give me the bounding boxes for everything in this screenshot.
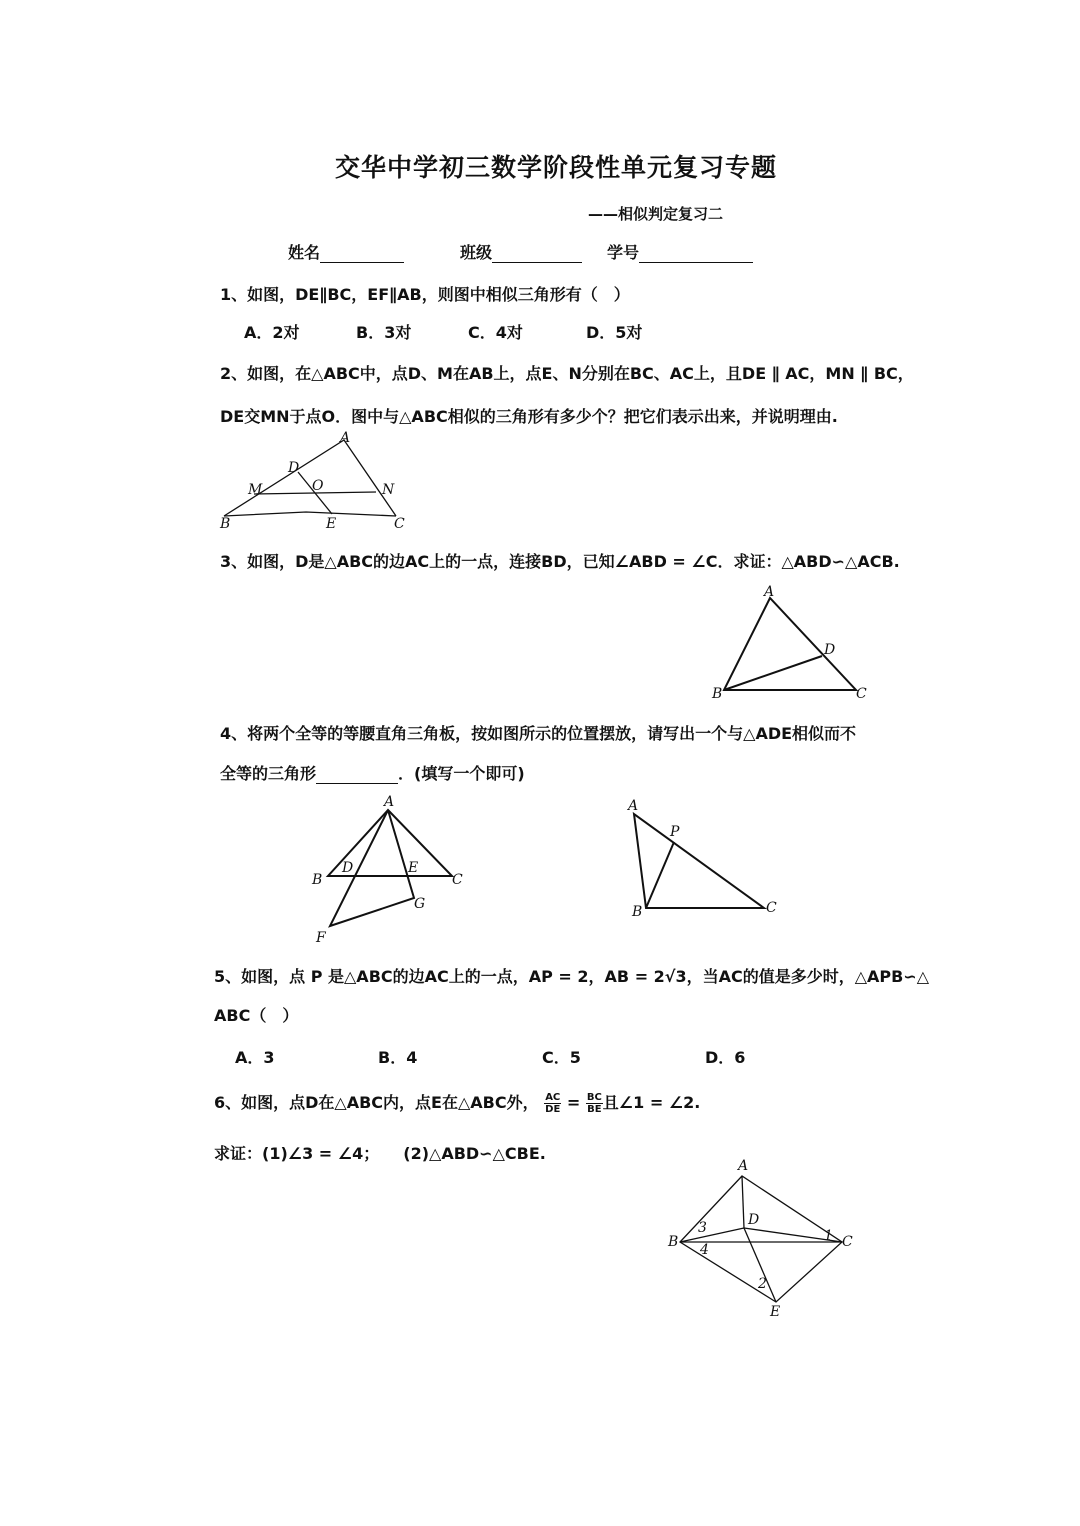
q4-label-e: E [408, 860, 419, 876]
q4-line2-before: 全等的三角形 [220, 764, 317, 783]
q6-label-d: D [748, 1212, 760, 1228]
q6-frac1-num: AC [545, 1092, 561, 1103]
q6-segment-ad [742, 1176, 744, 1228]
q4-label-c2: C [766, 900, 777, 916]
q4-label-b: B [312, 872, 323, 888]
q1-option-b: B．3对 [356, 323, 412, 342]
q4-line2-after: ．(填写一个即可) [398, 764, 525, 783]
q4-answer-blank[interactable] [316, 765, 398, 784]
q2-line1: 2、如图，在△ABC中，点D、M在AB上，点E、N分别在BC、AC上，且DE ∥ AC，MN ∥ BC， [220, 364, 914, 383]
q4-label-p: P [670, 824, 680, 840]
q6-line2: 求证：(1)∠3 = ∠4； (2)△ABD∽△CBE. [214, 1144, 546, 1163]
page-title: 交华中学初三数学阶段性单元复习专题 [335, 153, 778, 182]
q6-frac1-den: DE [545, 1104, 561, 1115]
q3-triangle-abc [724, 598, 856, 690]
q6-frac2-num: BC [586, 1092, 602, 1103]
class-blank[interactable] [492, 244, 582, 263]
q4-label-a2: A [628, 798, 639, 814]
q5-option-b: B．4 [378, 1048, 418, 1067]
id-blank[interactable] [639, 244, 753, 263]
q6-frac2-den: BE [587, 1104, 602, 1115]
q2-base-bc [224, 512, 396, 516]
q2-triangle-sides [224, 440, 396, 516]
q6-label-angle-3: 3 [698, 1220, 707, 1236]
q1-option-a: A．2对 [244, 323, 300, 342]
q5-option-c: C．5 [542, 1048, 581, 1067]
q6-fraction-ac-de [544, 1092, 561, 1115]
q3-label-a: A [764, 584, 775, 600]
q6-label-b: B [668, 1234, 679, 1250]
q6-segment-bd [680, 1228, 744, 1242]
q5-line2: ABC（ ） [214, 1006, 299, 1025]
q4-figure-2 [620, 790, 800, 920]
q6-label-a: A [738, 1158, 749, 1174]
q6-fraction-bc-be [586, 1092, 603, 1115]
q2-label-d: D [288, 460, 300, 476]
q6-label-angle-4: 4 [700, 1242, 709, 1258]
q2-line2: DE交MN于点O．图中与△ABC相似的三角形有多少个？把它们表示出来，并说明理由. [220, 407, 838, 426]
q6-label-angle-1: 1 [824, 1228, 833, 1244]
q3-figure [710, 582, 870, 702]
q4-label-c: C [452, 872, 463, 888]
q4-label-d: D [342, 860, 354, 876]
q6-label-e: E [770, 1304, 781, 1320]
q3-label-c: C [856, 686, 867, 702]
page-subtitle: ——相似判定复习二 [588, 205, 724, 223]
q2-label-o: O [312, 478, 324, 494]
q1-option-d: D．5对 [586, 323, 643, 342]
q6-label-angle-2: 2 [758, 1276, 767, 1292]
q2-label-c: C [394, 516, 405, 532]
id-label: 学号 [607, 243, 640, 262]
q3-label-b: B [712, 686, 723, 702]
q1-option-c: C．4对 [468, 323, 523, 342]
q4-line2 [220, 761, 525, 784]
q6-equals: = [566, 1093, 581, 1112]
q5-option-d: D．6 [705, 1048, 746, 1067]
q2-label-a: A [340, 430, 351, 446]
q2-label-e: E [326, 516, 337, 532]
name-label: 姓名 [288, 243, 321, 262]
class-label: 班级 [460, 243, 493, 262]
q4-triangle-abc-2 [634, 814, 764, 908]
q6-line1-after: 且∠1 = ∠2. [602, 1093, 701, 1112]
q5-line1: 5、如图，点 P 是△ABC的边AC上的一点，AP = 2，AB = 2√3，当AC的值是多少时，△APB∽△ [214, 967, 930, 986]
q6-line1-before: 6、如图，点D在△ABC内，点E在△ABC外， [214, 1093, 539, 1112]
id-field[interactable] [607, 240, 753, 263]
q3-text: 3、如图，D是△ABC的边AC上的一点，连接BD，已知∠ABD = ∠C．求证：△ABD∽△ACB. [220, 552, 900, 571]
q1-text: 1、如图，DE∥BC，EF∥AB，则图中相似三角形有（ ） [220, 285, 630, 304]
class-field[interactable] [460, 240, 582, 263]
q4-figure-1 [308, 790, 488, 950]
q4-label-a: A [384, 794, 395, 810]
name-blank[interactable] [320, 244, 404, 263]
q4-line1: 4、将两个全等的等腰直角三角板，按如图所示的位置摆放，请写出一个与△ADE相似而不 [220, 724, 857, 743]
q6-figure [664, 1152, 864, 1322]
q2-label-m: M [248, 482, 263, 498]
q4-label-f: F [316, 930, 326, 946]
q5-option-a: A．3 [235, 1048, 275, 1067]
q6-line1 [214, 1090, 700, 1115]
q3-label-d: D [824, 642, 836, 658]
q4-label-g: G [414, 896, 426, 912]
q2-label-b: B [220, 516, 231, 532]
q4-segment-bp [646, 842, 674, 908]
q2-label-n: N [382, 482, 395, 498]
q4-label-b2: B [632, 904, 643, 920]
name-field[interactable] [288, 240, 404, 263]
q2-figure [216, 432, 416, 532]
q6-label-c: C [842, 1234, 853, 1250]
